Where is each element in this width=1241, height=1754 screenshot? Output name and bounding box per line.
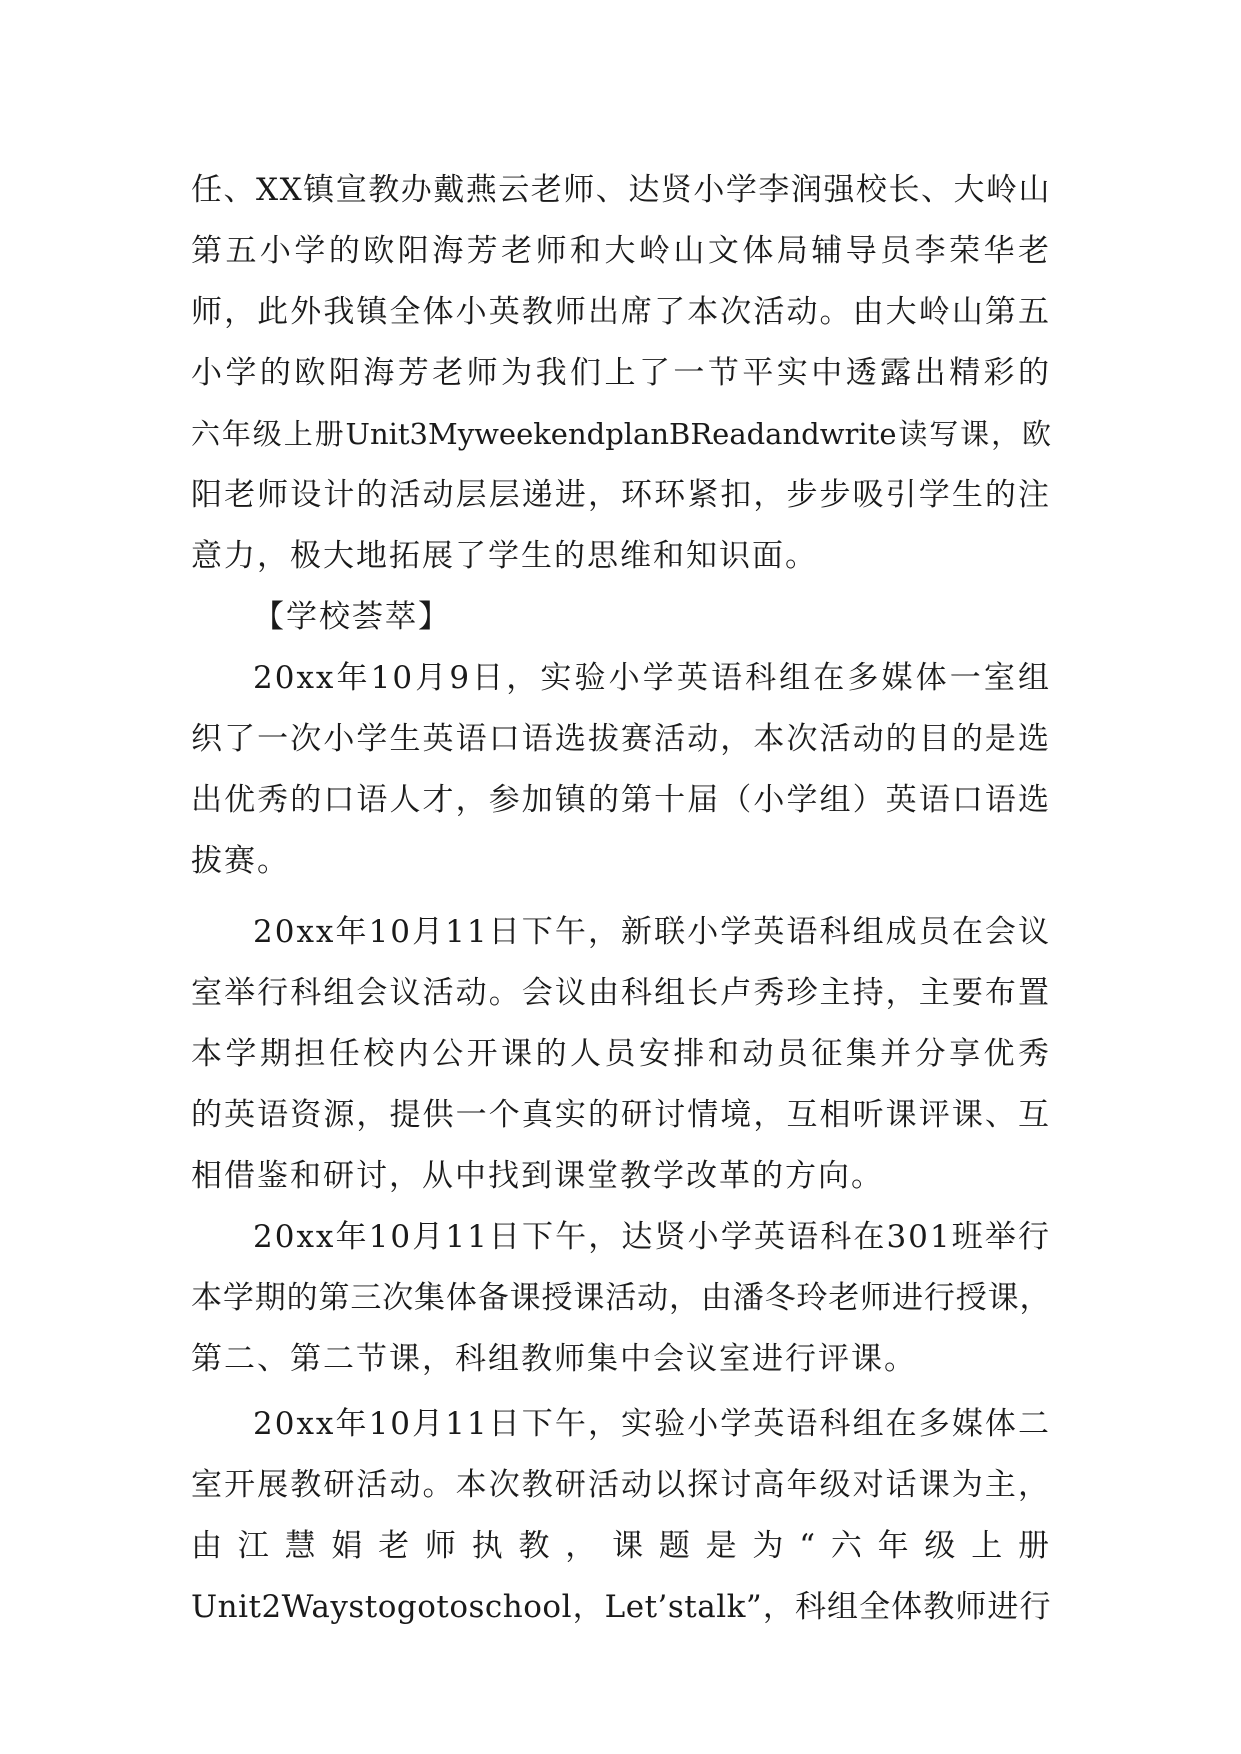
paragraph-line: 第五小学的欧阳海芳老师和大岭山文体局辅导员李荣华老 (191, 233, 1051, 269)
paragraph-line: 拔赛。 (191, 843, 290, 879)
paragraph-line: 20xx年10月11日下午，达贤小学英语科在301班举行 (253, 1219, 1051, 1255)
paragraph-line: 本学期担任校内公开课的人员安排和动员征集并分享优秀 (191, 1036, 1051, 1072)
paragraph-line: 20xx年10月11日下午，实验小学英语科组在多媒体二 (253, 1406, 1051, 1442)
paragraph-line: 阳老师设计的活动层层递进，环环紧扣，步步吸引学生的注 (191, 477, 1051, 513)
paragraph-line: 师，此外我镇全体小英教师出席了本次活动。由大岭山第五 (191, 294, 1051, 330)
paragraph-line: 任、XX镇宣教办戴燕云老师、达贤小学李润强校长、大岭山 (191, 172, 1051, 208)
paragraph-line: 室开展教研活动。本次教研活动以探讨高年级对话课为主， (191, 1467, 1051, 1503)
paragraph-line: 织了一次小学生英语口语选拔赛活动，本次活动的目的是选 (191, 721, 1051, 757)
paragraph-line: Unit2Waystogotoschool，Let’stalk”，科组全体教师进行 (191, 1589, 1051, 1625)
paragraph-line: 室举行科组会议活动。会议由科组长卢秀珍主持，主要布置 (191, 975, 1051, 1011)
paragraph-line: 20xx年10月11日下午，新联小学英语科组成员在会议 (253, 914, 1051, 950)
paragraph-line: 20xx年10月9日，实验小学英语科组在多媒体一室组 (253, 660, 1051, 696)
paragraph-line: 意力，极大地拓展了学生的思维和知识面。 (191, 538, 818, 574)
paragraph-line: 六年级上册Unit3MyweekendplanBReadandwrite读写课，欧 (191, 417, 1051, 451)
paragraph-line: 出优秀的口语人才，参加镇的第十届（小学组）英语口语选 (191, 782, 1051, 818)
paragraph-line: 相借鉴和研讨，从中找到课堂教学改革的方向。 (191, 1158, 884, 1194)
section-heading: 【学校荟萃】 (253, 599, 451, 635)
paragraph-line: 本学期的第三次集体备课授课活动，由潘冬玲老师进行授课， (191, 1280, 1051, 1316)
paragraph-line: 小学的欧阳海芳老师为我们上了一节平实中透露出精彩的 (191, 355, 1051, 391)
paragraph-line: 的英语资源，提供一个真实的研讨情境，互相听课评课、互 (191, 1097, 1051, 1133)
paragraph-line: 第二、第二节课，科组教师集中会议室进行评课。 (191, 1341, 917, 1377)
paragraph-line: 由江慧娟老师执教，课题是为“六年级上册 (191, 1528, 1051, 1564)
